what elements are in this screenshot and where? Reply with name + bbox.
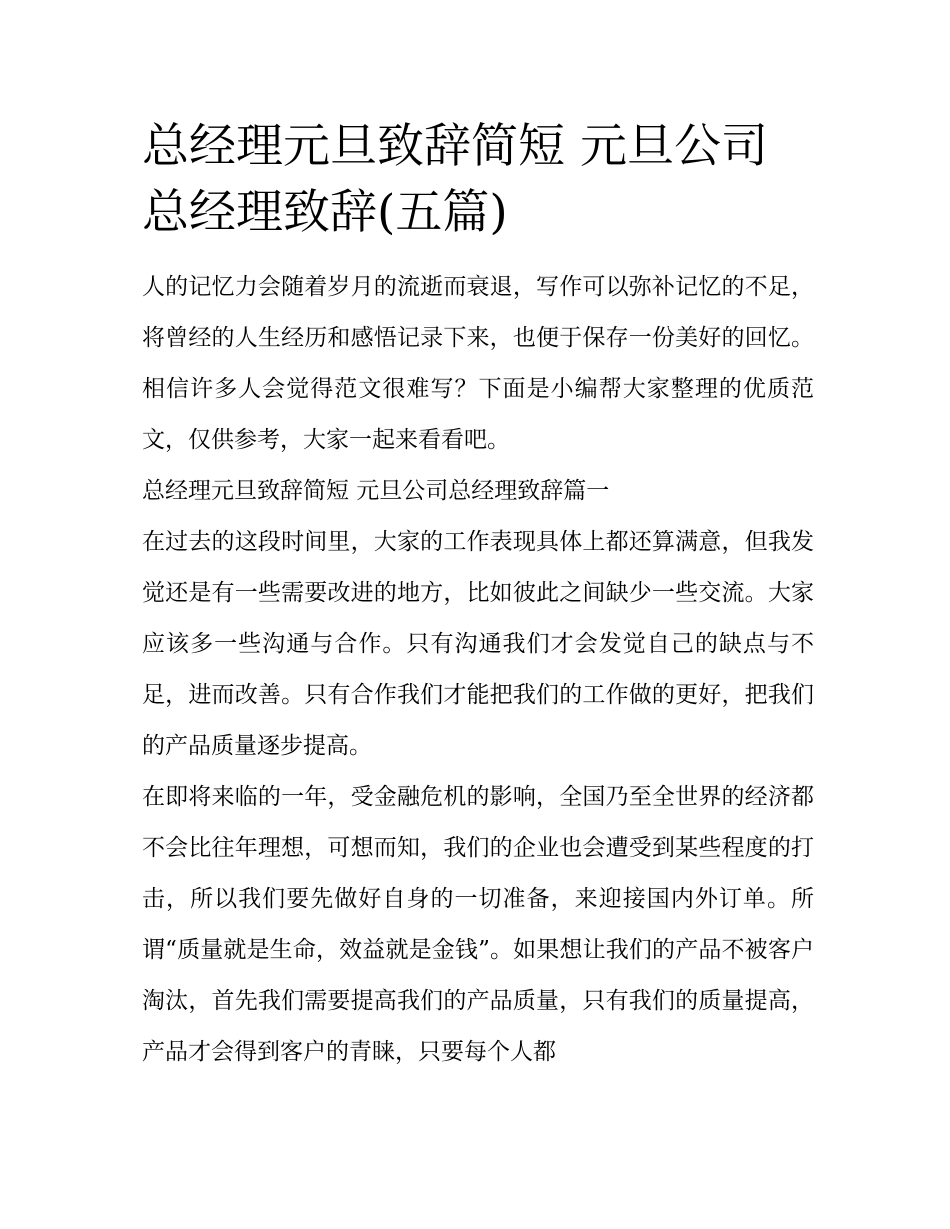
intro-paragraph: 人的记忆力会随着岁月的流逝而衰退，写作可以弥补记忆的不足，将曾经的人生经历和感悟记录下来，也便于保存一份美好的回忆。相信许多人会觉得范文很难写？下面是小编帮大家整理的优质范文，仅供参考，大家一起来看看吧。 [142,274,814,453]
document-title: 总经理元旦致辞简短 元旦公司总经理致辞(五篇) [142,119,768,240]
body-paragraph: 在过去的这段时间里，大家的工作表现具体上都还算满意，但我发觉还是有一些需要改进的地方，比如彼此之间缺少一些交流。大家应该多一些沟通与合作。只有沟通我们才会发觉自己的缺点与不足，进而改善。只有合作我们才能把我们的工作做的更好，把我们的产品质量逐步提高。 [142,529,814,759]
section-heading: 总经理元旦致辞简短 元旦公司总经理致辞篇一 [142,478,610,504]
body-paragraph: 在即将来临的一年，受金融危机的影响，全国乃至全世界的经济都不会比往年理想，可想而知，我们的企业也会遭受到某些程度的打击，所以我们要先做好自身的一切准备，来迎接国内外订单。所谓“质量就是生命，效益就是金钱”。如果想让我们的产品不被客户淘汰，首先我们需要提高我们的产品质量，只有我们的质量提高，产品才会得到客户的青睐，只要每个人都 [142,784,814,1065]
document-content [142,114,814,1078]
